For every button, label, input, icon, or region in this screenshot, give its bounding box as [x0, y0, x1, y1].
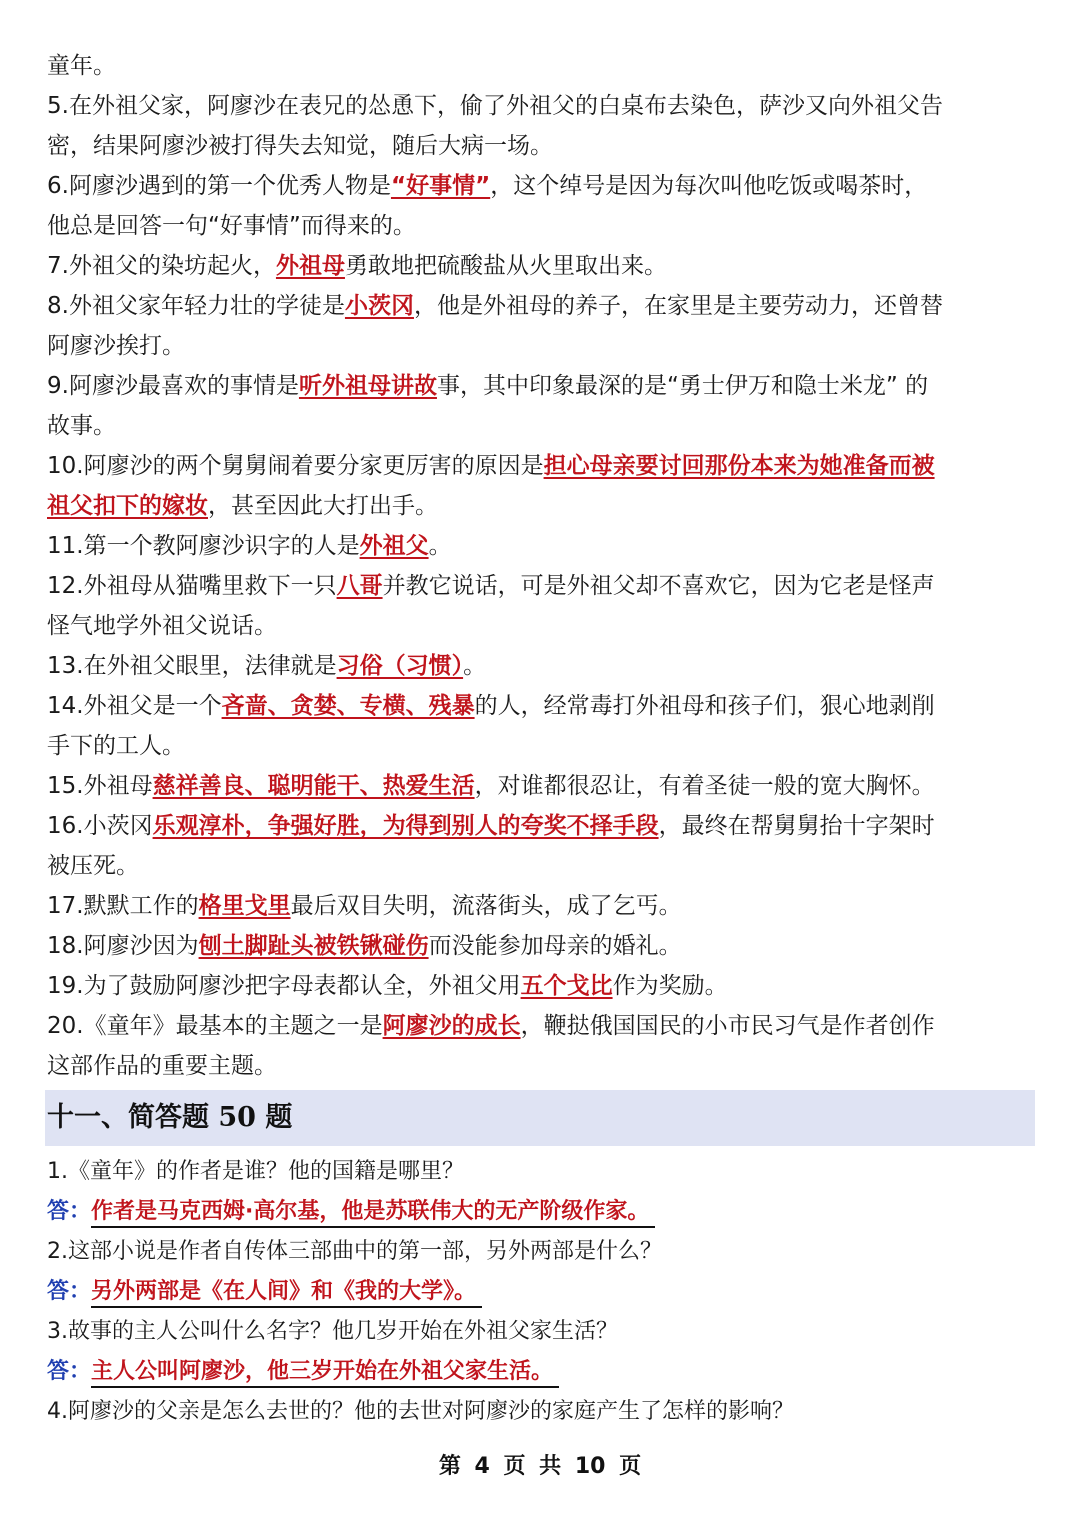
item-text: 而没能参加母亲的婚礼。: [428, 933, 682, 959]
item-line: [47, 246, 1037, 286]
item-line: [47, 486, 1037, 526]
answer-highlight: 祖父扣下的嫁妆: [47, 493, 208, 519]
answer-text: 主人公叫阿廖沙，他三岁开始在外祖父家生活。: [91, 1359, 559, 1388]
item-text: 的人，经常毒打外祖母和孩子们，狠心地剥削: [474, 693, 935, 719]
item-line: [47, 806, 1037, 846]
answer-highlight: 五个戈比: [520, 973, 613, 999]
answer-highlight: 八哥: [336, 573, 383, 599]
item-line: [47, 366, 1037, 406]
item-text: ，他是外祖母的养子，在家里是主要劳动力，还曾替: [413, 293, 943, 319]
item-text: 童年。: [47, 53, 116, 79]
item-text: 13.在外祖父眼里，法律就是: [47, 653, 337, 679]
item-text: 8.外祖父家年轻力壮的学徒是: [47, 293, 345, 319]
item-text: 作为奖励。: [612, 973, 728, 999]
item-text: 19.为了鼓励阿廖沙把字母表都认全，外祖父用: [47, 973, 521, 999]
answer-highlight: 乐观淳朴，争强好胜，为得到别人的夸奖不择手段: [152, 813, 659, 839]
item-text: 密，结果阿廖沙被打得失去知觉，随后大病一场。: [47, 133, 553, 159]
item-line: [47, 846, 1037, 886]
item-text: 。: [463, 653, 487, 679]
item-text: 被压死。: [47, 853, 139, 879]
item-text: 10.阿廖沙的两个舅舅闹着要分家更厉害的原因是: [47, 453, 544, 479]
answer-highlight: 格里戈里: [198, 893, 291, 919]
item-text: ，最终在帮舅舅抬十字架时: [658, 813, 935, 839]
item-line: [47, 886, 1037, 926]
item-text: 7.外祖父的染坊起火，: [47, 253, 276, 279]
item-line: [47, 526, 1037, 566]
item-text: 事，其中印象最深的是“勇士伊万和隐士米龙” 的: [436, 373, 929, 399]
answer-label: 答：: [47, 1279, 92, 1304]
item-line: [47, 46, 1037, 86]
item-line: [47, 606, 1037, 646]
answer-text: 作者是马克西姆·高尔基，他是苏联伟大的无产阶级作家。: [91, 1199, 655, 1228]
item-line: [47, 446, 1037, 486]
item-text: 14.外祖父是一个: [47, 693, 222, 719]
answer-highlight: 听外祖母讲故: [298, 373, 437, 399]
item-text: 并教它说话，可是外祖父却不喜欢它，因为它老是怪声: [382, 573, 935, 599]
item-text: 6.阿廖沙遇到的第一个优秀人物是: [47, 173, 391, 199]
answer-highlight: 吝啬、贪婪、专横、残暴: [221, 693, 475, 719]
section-heading: 十一、简答题 50 题: [45, 1090, 1035, 1146]
answer-label: 答：: [47, 1199, 92, 1224]
item-line: [47, 966, 1037, 1006]
item-text: 怪气地学外祖父说话。: [47, 613, 277, 639]
answer-highlight: 外祖父: [359, 533, 429, 559]
item-line: [47, 206, 1037, 246]
item-line: [47, 326, 1037, 366]
fill-in-answers-list: [47, 46, 1037, 1086]
answer-text: 另外两部是《在人间》和《我的大学》。: [91, 1279, 482, 1308]
short-answer-list: [47, 1152, 1037, 1432]
item-line: [47, 726, 1037, 766]
item-line: [47, 766, 1037, 806]
answer-highlight: 阿廖沙的成长: [382, 1013, 521, 1039]
answer-highlight: 小茨冈: [344, 293, 414, 319]
item-text: 。: [428, 533, 452, 559]
question: 2.这部小说是作者自传体三部曲中的第一部，另外两部是什么？: [47, 1239, 662, 1264]
question: 4.阿廖沙的父亲是怎么去世的？他的去世对阿廖沙的家庭产生了怎样的影响？: [47, 1399, 794, 1424]
item-text: 20.《童年》最基本的主题之一是: [47, 1013, 383, 1039]
answer-highlight: 慈祥善良、聪明能干、热爱生活: [152, 773, 475, 799]
item-text: ，对谁都很忍让，有着圣徒一般的宽大胸怀。: [474, 773, 935, 799]
page-footer: 第 4 页 共 10 页: [438, 1454, 642, 1479]
item-text: ，鞭挞俄国国民的小市民习气是作者创作: [520, 1013, 935, 1039]
answer: [47, 1192, 1037, 1232]
item-text: 15.外祖母: [47, 773, 153, 799]
item-text: 5.在外祖父家，阿廖沙在表兄的怂恿下，偷了外祖父的白桌布去染色，萨沙又向外祖父告: [47, 93, 943, 119]
item-text: ，甚至因此大打出手。: [208, 493, 438, 519]
item-text: 这部作品的重要主题。: [47, 1053, 277, 1079]
item-line: [47, 1046, 1037, 1086]
answer-highlight: “好事情”: [390, 173, 491, 199]
question: 3.故事的主人公叫什么名字？他几岁开始在外祖父家生活？: [47, 1319, 618, 1344]
item-text: ，这个绰号是因为每次叫他吃饭或喝茶时，: [490, 173, 928, 199]
item-line: [47, 926, 1037, 966]
answer-highlight: 外祖母: [275, 253, 345, 279]
item-line: [47, 646, 1037, 686]
item-line: [47, 686, 1037, 726]
answer-label: 答：: [47, 1359, 92, 1384]
question: 1.《童年》的作者是谁？他的国籍是哪里？: [47, 1159, 464, 1184]
item-line: [47, 286, 1037, 326]
item-text: 故事。: [47, 413, 116, 439]
answer: [47, 1352, 1037, 1392]
item-text: 9.阿廖沙最喜欢的事情是: [47, 373, 299, 399]
item-text: 勇敢地把硫酸盐从火里取出来。: [344, 253, 667, 279]
item-text: 17.默默工作的: [47, 893, 199, 919]
item-text: 他总是回答一句“好事情”而得来的。: [47, 213, 416, 239]
item-line: [47, 86, 1037, 126]
item-text: 最后双目失明，流落街头，成了乞丐。: [290, 893, 682, 919]
answer-highlight: 担心母亲要讨回那份本来为她准备而被: [543, 453, 935, 479]
content: [47, 46, 1037, 1432]
answer-highlight: 刨土脚趾头被铁锹碰伤: [198, 933, 429, 959]
answer: [47, 1272, 1037, 1312]
item-line: [47, 166, 1037, 206]
item-text: 11.第一个教阿廖沙识字的人是: [47, 533, 360, 559]
item-line: [47, 126, 1037, 166]
item-line: [47, 1006, 1037, 1046]
item-text: 12.外祖母从猫嘴里救下一只: [47, 573, 337, 599]
answer-highlight: 习俗（习惯）: [336, 653, 464, 679]
item-line: [47, 566, 1037, 606]
item-text: 16.小茨冈: [47, 813, 153, 839]
item-text: 阿廖沙挨打。: [47, 333, 185, 359]
item-text: 18.阿廖沙因为: [47, 933, 199, 959]
item-text: 手下的工人。: [47, 733, 185, 759]
item-line: [47, 406, 1037, 446]
